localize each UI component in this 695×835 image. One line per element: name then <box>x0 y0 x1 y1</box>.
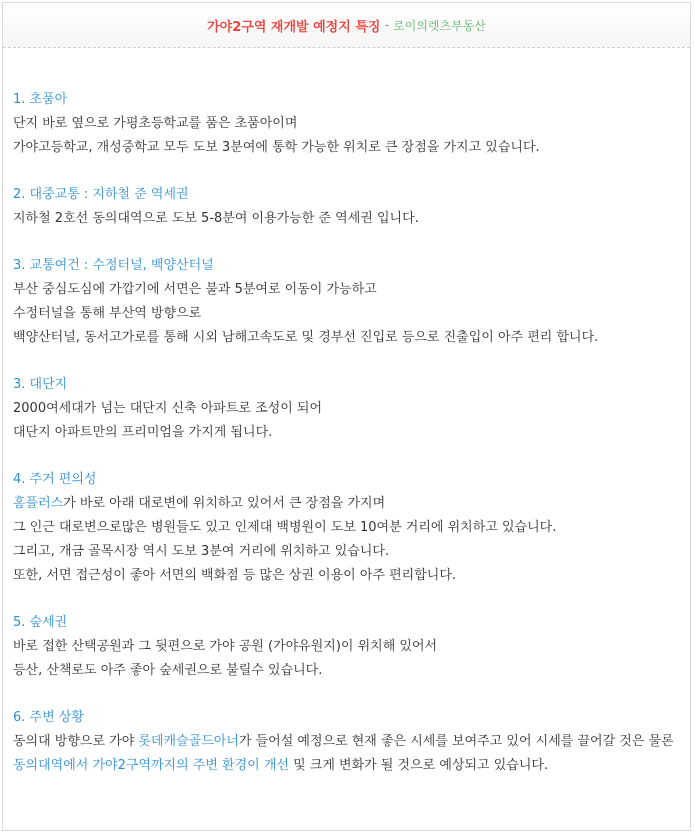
body-line: 부산 중심도심에 가깝기에 서면은 불과 5분여로 이동이 가능하고 <box>13 282 377 297</box>
article-card <box>2 2 691 831</box>
title-separator: - <box>384 17 390 33</box>
body-text: 동의대 방향으로 가야 <box>13 734 139 749</box>
body-line: 바로 접한 산택공원과 그 뒷편으로 가야 공원 (가야유원지)이 위치해 있어서 <box>13 639 438 654</box>
homeplus-link[interactable]: 홈플러스 <box>13 496 64 511</box>
section-heading: 3. 대단지 <box>13 377 68 392</box>
body-paragraph <box>13 730 678 778</box>
body-line <box>13 492 678 516</box>
body-text: 가 들어설 예정으로 현재 좋은 시세를 보여주고 있어 시세를 끌어갈 것은 물론 <box>238 734 674 749</box>
section-heading: 2. 대중교통 : 지하철 준 역세권 <box>13 187 189 202</box>
section-forest <box>13 611 678 683</box>
section-heading: 1. 초품아 <box>13 92 68 107</box>
body-line: 대단지 아파트만의 프리미엄을 가지게 됩니다. <box>13 425 273 440</box>
section-heading: 6. 주변 상황 <box>13 710 84 725</box>
body-line: 단지 바로 옆으로 가평초등학교를 품은 초품아이며 <box>13 116 298 131</box>
article-header <box>3 3 690 48</box>
body-line: 가야고등학교, 개성중학교 모두 도보 3분여에 통학 가능한 위치로 큰 장점을 가지고 있습니다. <box>13 140 540 155</box>
page-title: 가야2구역 재개발 예정지 특징 <box>207 19 381 35</box>
body-line: 2000여세대가 넘는 대단지 신축 아파트로 조성이 되어 <box>13 401 323 416</box>
section-convenience <box>13 468 678 588</box>
body-line: 백양산터널, 동서고가로를 통해 시외 남해고속도로 및 경부선 진입로 등으로 진출입이 아주 편리 합니다. <box>13 330 599 345</box>
article-body <box>3 48 690 778</box>
body-line: 수정터널을 통해 부산역 방향으로 <box>13 306 202 321</box>
body-line: 지하철 2호선 동의대역으로 도보 5-8분여 이용가능한 준 역세권 입니다. <box>13 211 419 226</box>
section-heading: 3. 교통여건 : 수정터널, 백양산터널 <box>13 258 214 273</box>
body-line: 또한, 서면 접근성이 좋아 서면의 백화점 등 많은 상권 이용이 아주 편리합니다. <box>13 568 457 583</box>
section-traffic <box>13 254 678 350</box>
environment-highlight: 동의대역에서 가야2구역까지의 주변 환경이 개선 <box>13 758 289 773</box>
author-name: 로이의렛츠부동산 <box>393 18 486 33</box>
body-line: 등산, 산책로도 아주 좋아 숲세권으로 불릴수 있습니다. <box>13 663 323 678</box>
section-heading: 4. 주거 편의성 <box>13 472 97 487</box>
body-text: 가 바로 아래 대로변에 위치하고 있어서 큰 장점을 가지며 <box>63 496 386 511</box>
body-text: 및 크게 변화가 될 것으로 예상되고 있습니다. <box>288 758 549 773</box>
section-surroundings <box>13 706 678 778</box>
body-line: 그 인근 대로변으로많은 병원들도 있고 인제대 백병원이 도보 10여분 거리에 위치하고 있습니다. <box>13 520 557 535</box>
section-transit <box>13 183 678 231</box>
body-line: 그리고, 개금 골목시장 역시 도보 3분여 거리에 위치하고 있습니다. <box>13 544 390 559</box>
section-heading: 5. 숲세권 <box>13 615 68 630</box>
section-complex <box>13 373 678 445</box>
lotte-castle-link[interactable]: 롯데캐슬골드아너 <box>138 734 239 749</box>
section-school <box>13 88 678 160</box>
